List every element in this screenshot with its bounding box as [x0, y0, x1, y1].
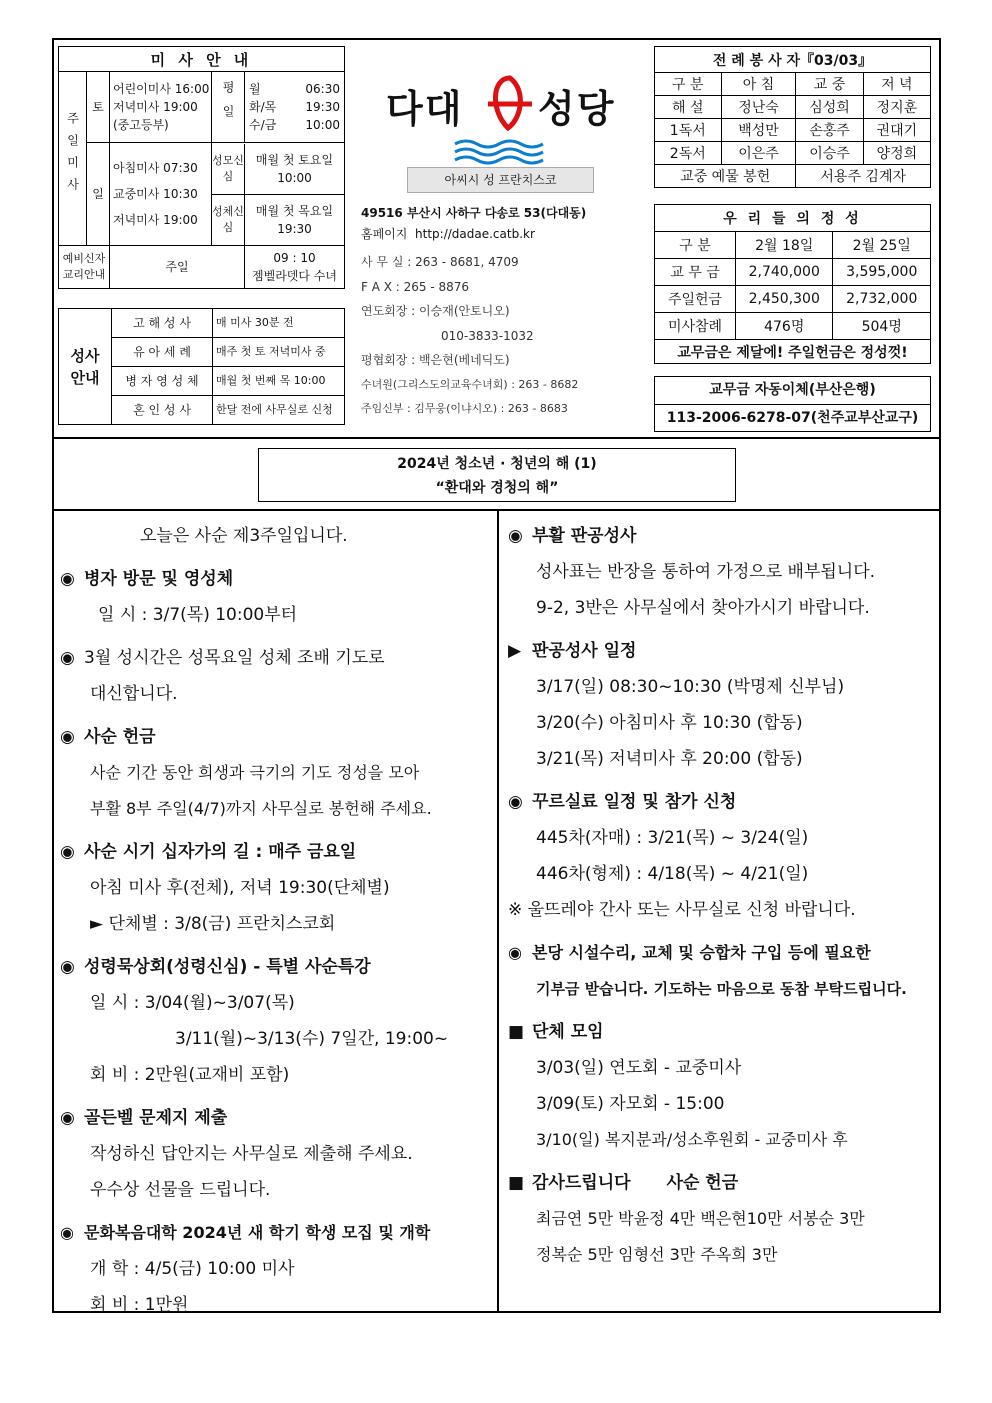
section-golden-bell: ◉ 골든벨 문제지 제출 [60, 1100, 492, 1136]
bullet-icon: ◉ [60, 569, 75, 589]
weekday-masses: 월 06:30 화/목 19:30 수/금 10:00 [245, 72, 345, 143]
right-column: ◉ 부활 판공성사 성사표는 반장을 통하여 가정으로 배부됩니다. 9-2, 3반은 사무실에서 찾아가시기 바랍니다. ▶ 판공성사 일정 3/17(일) 08:30~10:30 (박명제 신부님) 3/20(수) 아침미사 후 10:30 (합동) 3/21(목) 저녁미사 후 20:00 (합동) ◉ 꾸르실료 일정 및 참가 신청 445차(자매) : 3/21(목) ~ 3/24(일) 446차(형제) : 4/18(목) ~ 4/21(일) ※ 울뜨레야 간사 또는 사무실로 신청 바랍니다. ◉ 본당 시설수리, 교체 및 승합차 구입 등에 필요한 기부금 받습니다. 기도하는 마음으로 동참 부탁드립니다. ■ 단체 모임 3/03(일) 연도회 - 교중미사 3/09(토) 자모회 - 15:00 3/10(일) 복지분과/성소후원회 - 교중미사 후 ■ 감사드립니다 사순 헌금 최금연 5만 박윤정 4만 백은현10만 서봉순 3만 정복순 5만 임형선 3만 주옥희 3만 [508, 518, 936, 1273]
cross-logo-icon [480, 70, 540, 140]
weekday-label: 평일 [212, 72, 245, 143]
section-spirit-retreat: ◉ 성령묵상회(성령신심) - 특별 사순특강 [60, 949, 492, 985]
arrow-icon: ▶ [508, 641, 522, 661]
year-theme: 2024년 청소년 · 청년의 해 (1) “환대와 경청의 해” [258, 448, 736, 502]
finance-title: 우 리 들 의 정 성 [655, 205, 931, 232]
section-cursillo: ◉ 꾸르실료 일정 및 참가 신청 [508, 784, 936, 820]
autopay-box: 교무금 자동이체(부산은행) 113-2006-6278-07(천주교부산교구) [654, 376, 931, 432]
section-donation: ◉ 본당 시설수리, 교체 및 승합차 구입 등에 필요한 [508, 935, 936, 971]
bullet-icon: ◉ [60, 842, 75, 862]
section-culture-college: ◉ 문화복음대학 2024년 새 학기 학생 모집 및 개학 [60, 1215, 492, 1251]
section-group-meetings: ■ 단체 모임 [508, 1014, 936, 1050]
sacraments-label: 성사안내 [59, 309, 112, 425]
bullet-icon: ◉ [508, 792, 523, 812]
catechumen-day: 주일 [110, 246, 245, 289]
church-name-left: 다대 [386, 87, 464, 131]
sunday-intro: 오늘은 사순 제3주일입니다. [140, 526, 348, 546]
mass-info [58, 46, 345, 289]
bullet-icon: ◉ [60, 1108, 75, 1128]
church-contact: 49516 부산시 사하구 다송로 53(다대동) 홈페이지 http://dadae.catb.kr 사 무 실 : 263 - 8681, 4709 F A X : 265 - 8876 연도회장 : 이승재(안토니오) 010-3833-1032 평협회장 : 백은현(베네딕도) 수녀원(그리스도의교육수녀회) : 263 - 8682 주임신부 : 김무웅(이냐시오) : 263 - 8683 [361, 202, 646, 422]
sunday-label: 일 [87, 143, 110, 246]
section-thanks: ■ 감사드립니다 사순 헌금 [508, 1165, 936, 1201]
saturday-label: 토 [87, 72, 110, 143]
devotion-schedule: 성모신심 매월 첫 토요일 10:00 성체신심 매월 첫 목요일 19:30 [212, 143, 345, 246]
section-confession-schedule: ▶ 판공성사 일정 [508, 633, 936, 669]
bullet-icon: ◉ [508, 526, 523, 546]
section-sick-visit: ◉ 병자 방문 및 영성체 [60, 561, 492, 597]
square-icon: ■ [508, 1173, 525, 1193]
bullet-icon: ◉ [60, 727, 75, 747]
mass-title: 미 사 안 내 [59, 47, 345, 72]
servers-title: 전 례 봉 사 자『03/03』 [655, 47, 931, 73]
saturday-masses: 어린이미사 16:00 저녁미사 19:00 (중고등부) [110, 72, 212, 143]
bullet-icon: ◉ [60, 957, 75, 977]
bullet-icon: ◉ [60, 648, 75, 668]
offerings-table: 우 리 들 의 정 성 구 분 2월 18일 2월 25일 교 무 금 2,740,000 3,595,000 주일헌금 2,450,300 2,732,000 미사참례 476명 504명 교무금은 제달에! 주일헌금은 정성껏! [654, 204, 931, 364]
patron-saint: 아씨시 성 프란치스코 [407, 167, 594, 193]
bullet-icon: ◉ [60, 1223, 74, 1242]
liturgy-servers: 전 례 봉 사 자『03/03』 구 분 아 침 교 중 저 녁 해 설 정난숙 심성희 정지훈 1독서 백성만 손홍주 권대기 2독서 이은주 이승주 양정희 교중 예물 봉헌 서용주 김계자 [654, 46, 931, 188]
sunday-mass-label: 주일미사 [59, 72, 87, 246]
bullet-icon: ◉ [508, 943, 522, 962]
section-holy-hour: ◉ 3월 성시간은 성목요일 성체 조배 기도로 [60, 640, 492, 676]
sacraments-info: 성사안내 고 해 성 사 매 미사 30분 전 유 아 세 례 매주 첫 토 저녁미사 중 병 자 영 성 체 매월 첫 번째 목 10:00 혼 인 성 사 한달 전에 사무실로 신청 [58, 308, 345, 425]
section-easter-confession: ◉ 부활 판공성사 [508, 518, 936, 554]
church-name-right: 성당 [538, 87, 616, 131]
waves-icon [450, 138, 550, 166]
header-divider [52, 437, 941, 439]
column-divider [497, 509, 499, 1313]
catechumen-label: 예비신자교리안내 [59, 246, 110, 289]
left-column: 오늘은 사순 제3주일입니다. ◉ 병자 방문 및 영성체 일 시 : 3/7(목) 10:00부터 ◉ 3월 성시간은 성목요일 성체 조배 기도로 대신합니다. ◉ 사순 헌금 사순 기간 동안 희생과 극기의 기도 정성을 모아 부활 8부 주일(4/7)까지 사무실로 봉헌해 주세요. ◉ 사순 시기 십자가의 길 : 매주 금요일 아침 미사 후(전체), 저녁 19:30(단체별) ► 단체별 : 3/8(금) 프란치스코회 ◉ 성령묵상회(성령신심) - 특별 사순특강 일 시 : 3/04(월)~3/07(목) 3/11(월)~3/13(수) 7일간, 19:00~ 회 비 : 2만원(교재비 포함) ◉ 골든벨 문제지 제출 작성하신 답안지는 사무실로 제출해 주세요. 우수상 선물을 드립니다. ◉ 문화복음대학 2024년 새 학기 학생 모집 및 개학 개 학 : 4/5(금) 10:00 미사 회 비 : 1만원 [60, 518, 492, 1323]
sunday-masses: 아침미사 07:30 교중미사 10:30 저녁미사 19:00 [110, 143, 212, 246]
catechumen-time: 09 : 10 젬벨라뎃다 수녀 [245, 246, 345, 289]
section-stations-of-cross: ◉ 사순 시기 십자가의 길 : 매주 금요일 [60, 834, 492, 870]
address: 49516 부산시 사하구 다송로 53(다대동) [361, 206, 587, 220]
square-icon: ■ [508, 1022, 525, 1042]
section-lent-offering: ◉ 사순 헌금 [60, 719, 492, 755]
homepage[interactable]: 홈페이지 http://dadae.catb.kr [361, 227, 535, 241]
